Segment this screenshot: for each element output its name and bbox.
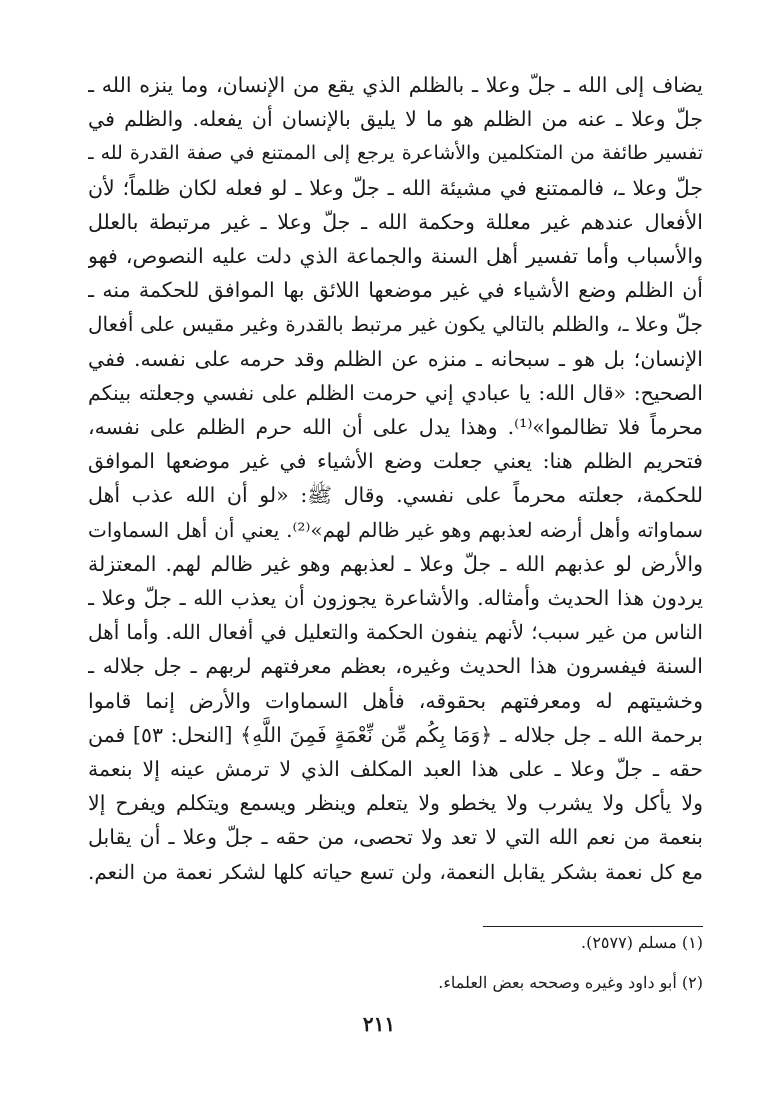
body-line: يضاف إلى الله ـ جلّ وعلا ـ بالظلم الذي يقع من الإنسان، وما ينزه الله ـ (88, 73, 703, 97)
body-line: بنعمة من نعم الله التي لا تعد ولا تحصى، من حقه ـ جلّ وعلا ـ أن يقابل (88, 825, 703, 850)
body-line: برحمة الله ـ جل جلاله ـ ﴿وَمَا بِكُم مِّن نِّعْمَةٍ فَمِنَ اللَّهِ﴾ [النحل: ٥٣] فمن (88, 722, 703, 747)
body-line: فتحريم الظلم هنا: يعني جعلت وضع الأشياء في غير موضعها الموافق (88, 449, 703, 474)
body-line: ولا يأكل ولا يشرب ولا يخطو ولا يتعلم وينظر ويسمع ويتكلم ويفرح إلا (88, 791, 703, 816)
body-line: محرماً فلا تظالموا»⁽¹⁾. وهذا يدل على أن الله حرم الظلم على نفسه، (88, 415, 703, 439)
body-line: جلّ وعلا ـ، والظلم بالتالي يكون غير مرتبط بالقدرة وغير مقيس على أفعال (88, 312, 703, 337)
body-line: جلّ وعلا ـ عنه من الظلم هو ما لا يليق بالإنسان أن يفعله. والظلم في (88, 107, 703, 132)
footnote-2: (٢) أبو داود وغيره وصححه بعض العلماء. (438, 973, 703, 992)
body-line: السنة فيفسرون هذا الحديث وغيره، بعظم معرفتهم لربهم ـ جل جلاله ـ (88, 654, 703, 679)
body-line: والأسباب وأما تفسير أهل السنة والجماعة الذي دلت عليه النصوص، فهو (88, 244, 703, 268)
body-line: مع كل نعمة بشكر يقابل النعمة، ولن تسع حياته كلها لشكر نعمة من النعم. (88, 859, 703, 884)
body-line: تفسير طائفة من المتكلمين والأشاعرة يرجع إلى الممتنع في صفة القدرة لله ـ (88, 142, 703, 165)
body-line: الصحيح: «قال الله: يا عبادي إني حرمت الظلم على نفسي وجعلته بينكم (88, 380, 703, 405)
body-line: سماواته وأهل أرضه لعذبهم وهو غير ظالم لهم»⁽²⁾. يعني أن أهل السماوات (88, 517, 703, 542)
body-line: حقه ـ جلّ وعلا ـ على هذا العبد المكلف الذي لا ترمش عينه إلا بنعمة (88, 757, 703, 781)
body-line: للحكمة، جعلته محرماً على نفسي. وقال ﷺ: «لو أن الله عذب أهل (88, 483, 703, 508)
body-line: الأفعال عندهم غير معللة وحكمة الله ـ جلّ وعلا ـ غير مرتبطة بالعلل (88, 209, 703, 234)
footnote-1: (١) مسلم (٢٥٧٧). (581, 933, 703, 952)
page-number: ٢١١ (362, 1012, 396, 1036)
body-line: أن الظلم وضع الأشياء في غير موضعها اللائق بها الموافق للحكمة منه ـ (88, 278, 703, 303)
footnote-separator (483, 926, 703, 927)
body-line: جلّ وعلا ـ، فالممتنع في مشيئة الله ـ جلّ وعلا ـ لو فعله لكان ظلماً؛ لأن (88, 175, 703, 200)
body-line: والأرض لو عذبهم الله ـ جلّ وعلا ـ لعذبهم وهو غير ظالم لهم. المعتزلة (88, 551, 703, 576)
body-line: وخشيتهم له ومعرفتهم بحقوقه، فأهل السماوات والأرض إنما قاموا (88, 688, 703, 713)
body-line: الإنسان؛ بل هو ـ سبحانه ـ منزه عن الظلم وقد حرمه على نفسه. ففي (88, 346, 703, 371)
body-line: الناس من غير سبب؛ لأنهم ينفون الحكمة والتعليل في أفعال الله. وأما أهل (88, 620, 703, 645)
body-line: يردون هذا الحديث وأمثاله. والأشاعرة يجوزون أن يعذب الله ـ جلّ وعلا ـ (88, 586, 703, 610)
